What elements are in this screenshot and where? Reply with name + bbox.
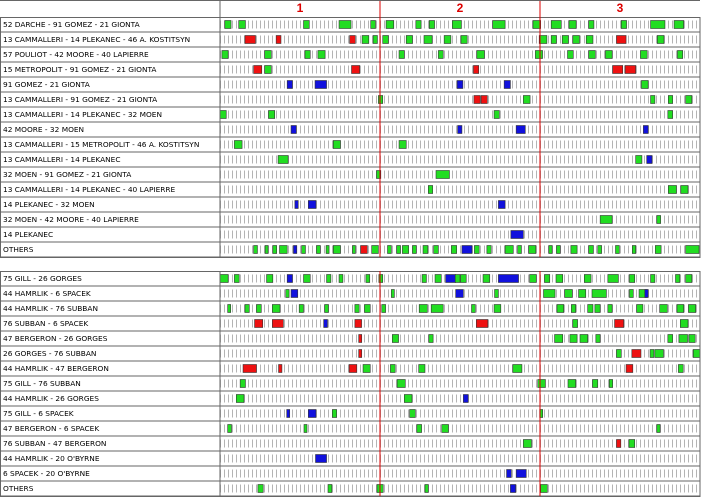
shift-bar — [239, 21, 246, 29]
shift-bar — [278, 156, 288, 164]
shift-bar — [316, 455, 327, 463]
shift-bar — [688, 305, 695, 313]
shift-bar — [397, 380, 405, 388]
shift-bar — [596, 335, 600, 343]
shift-bar — [228, 305, 231, 313]
shift-bar — [473, 66, 478, 74]
shift-bar — [399, 51, 404, 59]
shift-bar — [621, 21, 626, 29]
shift-bar — [681, 186, 688, 194]
shift-bar — [315, 81, 327, 89]
shift-bar — [551, 21, 561, 29]
shift-bar — [404, 395, 412, 403]
shift-bar — [632, 350, 641, 358]
shift-bar — [461, 36, 467, 44]
shift-bar — [538, 380, 546, 388]
shift-bar — [327, 275, 331, 283]
shift-bar — [494, 305, 501, 313]
shift-bar — [273, 246, 277, 254]
shift-bar — [328, 485, 332, 493]
shift-bar — [268, 111, 274, 119]
shift-bar — [600, 216, 612, 224]
shift-bar — [616, 36, 626, 44]
shift-bar — [458, 126, 462, 134]
row-label: OTHERS — [3, 245, 34, 255]
shift-bar — [280, 246, 288, 254]
shift-bar — [359, 335, 362, 343]
row-label: 13 CAMMALLERI - 91 GOMEZ - 21 GIONTA — [3, 95, 158, 105]
shift-bar — [647, 156, 652, 164]
shift-bar — [316, 246, 320, 254]
shift-bar — [308, 410, 316, 418]
row-label: 52 DARCHE - 91 GOMEZ - 21 GIONTA — [3, 20, 140, 30]
shift-bar — [541, 485, 548, 493]
shift-bar — [625, 66, 636, 74]
row-label: 13 CAMMALLERI - 14 PLEKANEC - 32 MOEN — [3, 110, 163, 120]
shift-bar — [511, 231, 523, 239]
shift-bar — [573, 320, 578, 328]
shift-bar — [588, 305, 593, 313]
shift-bar — [655, 246, 661, 254]
shift-bar — [372, 246, 379, 254]
shift-bar — [584, 275, 591, 283]
row-label: 44 HAMRLIK - 26 GORGES — [3, 394, 99, 404]
shift-bar — [422, 275, 426, 283]
shift-bar — [451, 246, 456, 254]
shift-bar — [390, 365, 395, 373]
shift-bar — [302, 246, 306, 254]
shift-bar — [629, 275, 634, 283]
shift-bar — [569, 21, 576, 29]
shift-bar — [629, 290, 633, 298]
shift-bar — [359, 350, 362, 358]
shift-bar — [651, 21, 665, 29]
shift-bar — [474, 96, 480, 104]
shift-bar — [510, 485, 515, 493]
shift-bar — [267, 275, 273, 283]
shift-bar — [557, 305, 564, 313]
shift-bar — [555, 335, 563, 343]
shift-bar — [530, 275, 537, 283]
shift-bar — [265, 66, 272, 74]
shift-bar — [287, 275, 292, 283]
shift-bar — [686, 275, 692, 283]
shift-bar — [589, 246, 594, 254]
shift-bar — [272, 320, 283, 328]
shift-bar — [291, 126, 296, 134]
shift-bar — [305, 51, 310, 59]
shift-bar — [276, 36, 281, 44]
shift-bar — [632, 246, 635, 254]
shift-bar — [579, 290, 586, 298]
shift-bar — [255, 320, 263, 328]
shift-bar — [544, 275, 549, 283]
shift-bar — [326, 246, 329, 254]
shift-bar — [562, 36, 568, 44]
shift-bar — [481, 96, 487, 104]
shift-bar — [256, 305, 261, 313]
shift-bar — [318, 51, 325, 59]
shift-bar — [609, 380, 612, 388]
shift-bar — [533, 21, 541, 29]
shift-bar — [616, 350, 621, 358]
shift-bar — [287, 81, 292, 89]
shift-bar — [234, 141, 242, 149]
shift-bar — [339, 275, 343, 283]
shift-bar — [640, 51, 647, 59]
shift-bar — [641, 81, 648, 89]
row-label: 44 HAMRLIK - 20 O'BYRNE — [3, 454, 100, 464]
shift-bar — [678, 365, 683, 373]
row-label: 6 SPACEK - 20 O'BYRNE — [3, 469, 90, 479]
shift-bar — [556, 246, 560, 254]
shift-bar — [254, 246, 258, 254]
row-label: 42 MOORE - 32 MOEN — [3, 125, 85, 135]
shift-bar — [442, 425, 449, 433]
shift-bar — [350, 36, 356, 44]
shift-bar — [424, 36, 432, 44]
shift-bar — [352, 66, 360, 74]
row-label: 57 POULIOT - 42 MOORE - 40 LAPIERRE — [3, 50, 149, 60]
shift-bar — [674, 21, 684, 29]
shift-bar — [571, 246, 577, 254]
shift-bar — [680, 320, 688, 328]
shift-bar — [657, 216, 661, 224]
shift-bar — [651, 96, 655, 104]
row-label: 32 MOEN - 91 GOMEZ - 21 GIONTA — [3, 170, 132, 180]
shift-bar — [504, 81, 510, 89]
shift-bar — [361, 246, 368, 254]
shift-bar — [419, 365, 425, 373]
row-label: 13 CAMMALLERI - 14 PLEKANEC — [3, 155, 121, 165]
row-label: 44 HAMRLIK - 76 SUBBAN — [3, 304, 98, 314]
shift-bar — [412, 246, 416, 254]
shift-bar — [456, 290, 464, 298]
shift-bar — [570, 335, 577, 343]
shift-bar — [324, 320, 328, 328]
shift-bar — [693, 350, 700, 358]
shift-bar — [352, 246, 355, 254]
shift-bar — [228, 425, 232, 433]
shift-bar — [565, 290, 573, 298]
row-label: 75 GILL - 26 GORGES — [3, 274, 82, 284]
shift-bar — [498, 275, 518, 283]
shift-bar — [363, 365, 370, 373]
shift-bar — [222, 51, 228, 59]
shift-bar — [339, 21, 351, 29]
shift-bar — [460, 275, 466, 283]
row-label: 32 MOEN - 42 MOORE - 40 LAPIERRE — [3, 215, 139, 225]
shift-bar — [513, 365, 522, 373]
shift-bar — [436, 171, 449, 179]
shift-bar — [299, 305, 303, 313]
shift-bar — [676, 275, 680, 283]
shift-bar — [677, 51, 682, 59]
row-label: 47 BERGERON - 26 GORGES — [3, 334, 108, 344]
shift-bar — [287, 410, 290, 418]
shift-bar — [444, 36, 451, 44]
shift-bar — [423, 246, 428, 254]
shift-bar — [523, 96, 530, 104]
row-label: 13 CAMMALLERI - 14 PLEKANEC - 40 LAPIERRE — [3, 185, 176, 195]
period-label: 3 — [616, 1, 624, 15]
shift-bar — [483, 275, 490, 283]
row-label: 14 PLEKANEC - 32 MOEN — [3, 200, 95, 210]
shift-bar — [668, 186, 676, 194]
shift-bar — [598, 246, 602, 254]
shift-bar — [399, 141, 406, 149]
shift-bar — [655, 350, 664, 358]
shift-bar — [332, 410, 336, 418]
shift-bar — [457, 81, 463, 89]
shift-bar — [679, 335, 688, 343]
shift-bar — [637, 305, 643, 313]
shift-bar — [589, 51, 596, 59]
shift-bar — [392, 335, 398, 343]
shift-bar — [410, 410, 416, 418]
row-label: 13 CAMMALLERI - 15 METROPOLIT - 46 A. KOSTITSYN — [3, 140, 200, 150]
shift-bar — [452, 21, 461, 29]
shift-bar — [434, 246, 439, 254]
shift-bar — [516, 126, 525, 134]
shift-bar — [507, 470, 512, 478]
row-label: 26 GORGES - 76 SUBBAN — [3, 349, 97, 359]
row-label: 47 BERGERON - 6 SPACEK — [3, 424, 100, 434]
shift-bar — [371, 21, 376, 29]
shift-bar — [243, 365, 256, 373]
shift-bar — [498, 201, 505, 209]
shift-bar — [476, 320, 488, 328]
shift-bar — [505, 246, 513, 254]
shift-bar — [333, 246, 340, 254]
shift-bar — [349, 365, 357, 373]
shift-bar — [668, 335, 673, 343]
shift-bar — [626, 365, 633, 373]
shift-bar — [657, 36, 664, 44]
shift-bar — [487, 246, 491, 254]
shift-bar — [551, 36, 556, 44]
shift-bar — [474, 246, 479, 254]
shift-bar — [386, 21, 394, 29]
shift-bar — [364, 305, 370, 313]
shift-bar — [379, 275, 383, 283]
shift-bar — [462, 246, 472, 254]
row-label: 15 METROPOLIT - 91 GOMEZ - 21 GIONTA — [3, 65, 157, 75]
shift-bar — [333, 141, 340, 149]
shift-bar — [355, 305, 359, 313]
shift-bar — [236, 395, 244, 403]
row-label: OTHERS — [3, 484, 34, 494]
shift-bar — [650, 350, 654, 358]
shift-bar — [568, 51, 574, 59]
shift-bar — [220, 111, 226, 119]
period-label: 1 — [296, 1, 304, 15]
shift-bar — [446, 275, 456, 283]
row-label: 13 CAMMALLERI - 14 PLEKANEC - 46 A. KOSTITSYN — [3, 35, 191, 45]
shift-bar — [463, 395, 468, 403]
shift-bar — [291, 290, 298, 298]
shift-bar — [556, 275, 563, 283]
shift-bar — [429, 21, 434, 29]
shift-bar — [573, 36, 580, 44]
shift-bar — [549, 246, 552, 254]
shift-bar — [645, 290, 648, 298]
shift-bar — [472, 305, 476, 313]
row-label: 44 HAMRLIK - 47 BERGERON — [3, 364, 109, 374]
shift-bar — [455, 275, 460, 283]
shift-bar — [686, 246, 699, 254]
row-label: 14 PLEKANEC — [3, 230, 54, 240]
row-label: 44 HAMRLIK - 6 SPACEK — [3, 289, 91, 299]
shift-bar — [568, 380, 576, 388]
shift-bar — [613, 66, 623, 74]
shift-bar — [325, 305, 329, 313]
row-label: 76 SUBBAN - 47 BERGERON — [3, 439, 107, 449]
shift-bar — [265, 51, 272, 59]
shift-bar — [406, 36, 412, 44]
shift-bar — [295, 201, 298, 209]
shift-bar — [494, 111, 499, 119]
shift-bar — [355, 320, 362, 328]
shift-bar — [366, 275, 370, 283]
shift-bar — [391, 290, 394, 298]
shift-bar — [378, 96, 382, 104]
shift-bar — [388, 246, 392, 254]
shift-bar — [608, 305, 612, 313]
shift-bar — [240, 380, 245, 388]
shift-bar — [516, 470, 526, 478]
shift-bar — [225, 21, 231, 29]
shift-bar — [592, 290, 606, 298]
shift-bar — [308, 201, 316, 209]
shift-bar — [544, 290, 556, 298]
shift-bar — [636, 156, 642, 164]
shift-bar — [586, 36, 593, 44]
shift-bar — [304, 425, 307, 433]
shift-bar — [304, 275, 311, 283]
shift-bar — [373, 36, 377, 44]
shift-bar — [382, 305, 386, 313]
shift-bar — [383, 36, 389, 44]
shift-bar — [493, 21, 505, 29]
shift-bar — [529, 246, 536, 254]
shift-bar — [438, 51, 443, 59]
shift-bar — [668, 96, 672, 104]
shift-bar — [419, 305, 427, 313]
shift-bar — [425, 485, 428, 493]
shift-bar — [397, 246, 401, 254]
shift-bar — [518, 246, 522, 254]
shift-bar — [234, 275, 239, 283]
shift-bar — [651, 275, 655, 283]
shift-bar — [220, 275, 228, 283]
shift-bar — [592, 380, 597, 388]
shift-bar — [686, 96, 692, 104]
shift-bar — [523, 440, 531, 448]
shift-bar — [668, 111, 673, 119]
shift-bar — [429, 335, 433, 343]
shift-bar — [616, 440, 620, 448]
shift-bar — [605, 51, 612, 59]
shift-bar — [272, 305, 280, 313]
row-label: 75 GILL - 76 SUBBAN — [3, 379, 81, 389]
shift-bar — [416, 21, 421, 29]
shift-bar — [660, 305, 668, 313]
shift-bar — [616, 246, 620, 254]
shift-bar — [657, 425, 660, 433]
shift-bar — [362, 36, 369, 44]
shift-bar — [245, 305, 249, 313]
shift-bar — [293, 246, 296, 254]
shift-bar — [245, 36, 256, 44]
shift-bar — [689, 335, 695, 343]
shift-bar — [477, 51, 485, 59]
period-label: 2 — [456, 1, 464, 15]
shift-bar — [495, 290, 499, 298]
row-label: 91 GOMEZ - 21 GIONTA — [3, 80, 90, 90]
shift-bar — [535, 51, 542, 59]
shift-bar — [595, 305, 600, 313]
shift-bar — [265, 246, 268, 254]
shift-bar — [571, 305, 575, 313]
shift-bar — [304, 21, 310, 29]
shift-bar — [608, 275, 619, 283]
shift-bar — [589, 21, 594, 29]
shift-bar — [580, 335, 588, 343]
shift-bar — [258, 485, 263, 493]
shift-bar — [286, 290, 289, 298]
row-label: 75 GILL - 6 SPACEK — [3, 409, 74, 419]
shift-bar — [402, 246, 408, 254]
shift-bar — [435, 275, 441, 283]
shift-bar — [254, 66, 262, 74]
shift-bar — [279, 365, 282, 373]
shift-bar — [615, 320, 624, 328]
shift-bar — [643, 126, 648, 134]
shift-bar — [677, 305, 684, 313]
shift-bar — [428, 186, 432, 194]
shift-bar — [629, 440, 635, 448]
row-label: 76 SUBBAN - 6 SPACEK — [3, 319, 89, 329]
shift-bar — [431, 305, 443, 313]
shift-bar — [417, 425, 422, 433]
